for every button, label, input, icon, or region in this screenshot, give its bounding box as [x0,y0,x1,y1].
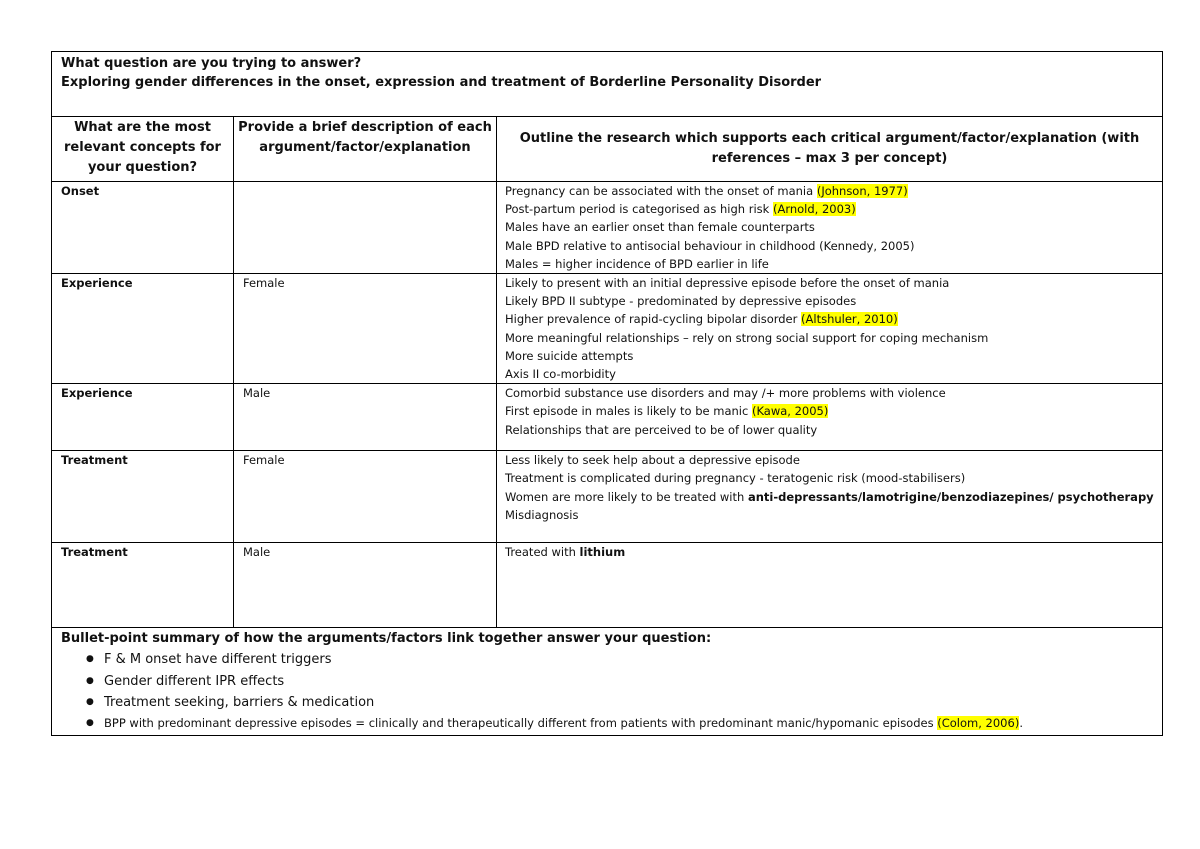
description-text: Female [243,276,285,291]
description-cell [234,182,497,274]
research-text: First episode in males is likely to be manic [505,404,752,419]
research-text: Higher prevalence of rapid-cycling bipolar disorder [505,312,802,327]
research-item [505,292,1162,310]
research-item [505,182,1162,200]
header-description: Provide a brief description of each argument/factor/explanation [238,120,492,155]
concept-row-experience-male [52,384,1163,451]
bold-terms: lithium [579,545,626,560]
research-text: More meaningful relationships – rely on strong social support for coping mechanism [505,330,989,345]
research-item [505,506,1162,524]
research-item [505,218,1162,236]
research-list [497,384,1162,439]
summary-bullet-list [52,649,1162,734]
concept-label: Experience [61,386,133,401]
research-text: Male BPD relative to antisocial behaviour in childhood (Kennedy, 2005) [505,238,915,253]
concept-cell [52,451,234,543]
citation-highlight: (Kawa, 2005) [751,404,829,419]
question-cell [52,52,1163,117]
bullet-text: BPP with predominant depressive episodes = clinically and therapeutically different from patients with predominant manic/hypomanic episodes [104,716,938,731]
summary-cell [52,628,1163,736]
research-item [505,488,1162,506]
description-cell [234,384,497,451]
concept-cell [52,274,234,384]
header-concepts-cell [52,117,234,182]
summary-bullet [86,692,1162,713]
description-text: Male [243,386,271,401]
research-text: Males have an earlier onset than female counterparts [505,220,815,235]
research-text: Relationships that are perceived to be of lower quality [505,422,818,437]
description-cell [234,543,497,628]
research-list [497,543,1162,561]
research-item [505,421,1162,439]
research-item [505,543,1162,561]
concept-label: Treatment [61,453,128,468]
research-text: Axis II co-morbidity [505,367,616,382]
research-cell [497,182,1163,274]
bullet-text: Treatment seeking, barriers & medication [104,694,375,710]
concept-label: Onset [61,184,100,198]
bullet-text: Gender different IPR effects [104,673,285,689]
bullet-text: F & M onset have different triggers [104,652,332,668]
concept-row-experience-female [52,274,1163,384]
research-text: Treatment is complicated during pregnancy - teratogenic risk (mood-stabilisers) [505,471,966,486]
header-research: Outline the research which supports each critical argument/factor/explanation (with references – max 3 per concept) [519,131,1140,166]
header-research-cell [497,117,1163,182]
description-cell [234,451,497,543]
research-text: Post-partum period is categorised as high risk [505,202,773,217]
research-item [505,347,1162,365]
research-text: Comorbid substance use disorders and may /+ more problems with violence [505,386,946,401]
worksheet [51,51,1162,736]
research-item [505,237,1162,255]
citation-highlight: (Altshuler, 2010) [801,312,898,327]
description-text: Male [243,545,271,560]
concept-cell [52,384,234,451]
concept-label: Treatment [61,545,128,560]
research-text: Treated with [505,545,580,560]
header-concepts: What are the most relevant concepts for your question? [64,120,221,175]
summary-row [52,628,1163,736]
research-text: Pregnancy can be associated with the onset of mania [505,184,817,198]
research-item [505,274,1162,292]
research-item [505,200,1162,218]
research-text: Likely to present with an initial depressive episode before the onset of mania [505,276,950,291]
research-text: Likely BPD II subtype - predominated by depressive episodes [505,294,857,309]
research-cell [497,543,1163,628]
summary-bullet [86,713,1162,734]
concept-row-treatment-male [52,543,1163,628]
research-text: Women are more likely to be treated with [505,489,748,504]
research-cell [497,384,1163,451]
concept-row-treatment-female [52,451,1163,543]
research-text: More suicide attempts [505,348,634,363]
worksheet-table [51,51,1163,736]
question-text: Exploring gender differences in the onset, expression and treatment of Borderline Personality Disorder [61,75,822,90]
concept-cell [52,182,234,274]
research-cell [497,451,1163,543]
summary-bullet [86,671,1162,692]
research-item [505,451,1162,469]
header-description-cell [234,117,497,182]
research-text: Misdiagnosis [505,507,579,522]
question-row [52,52,1163,117]
research-list [497,182,1162,273]
research-item [505,329,1162,347]
concept-label: Experience [61,276,133,291]
research-item [505,384,1162,402]
concept-cell [52,543,234,628]
description-cell [234,274,497,384]
research-item [505,469,1162,487]
concept-row-onset [52,182,1163,274]
summary-bullet [86,649,1162,670]
citation-highlight: (Arnold, 2003) [772,202,856,217]
citation-highlight: (Johnson, 1977) [816,184,908,198]
research-list [497,274,1162,383]
research-cell [497,274,1163,384]
research-item [505,255,1162,273]
research-text: Males = higher incidence of BPD earlier in life [505,256,769,271]
question-label: What question are you trying to answer? [61,56,362,71]
research-item [505,402,1162,420]
research-list [497,451,1162,524]
summary-title: Bullet-point summary of how the arguments/factors link together answer your question: [61,631,712,647]
bold-terms: anti-depressants/lamotrigine/benzodiazepines/ psychotherapy [747,489,1154,504]
citation-highlight: (Colom, 2006) [937,716,1020,731]
research-item [505,310,1162,328]
bullet-end: . [1019,716,1023,731]
description-text: Female [243,453,285,468]
header-row [52,117,1163,182]
research-item [505,365,1162,383]
research-text: Less likely to seek help about a depressive episode [505,453,800,468]
